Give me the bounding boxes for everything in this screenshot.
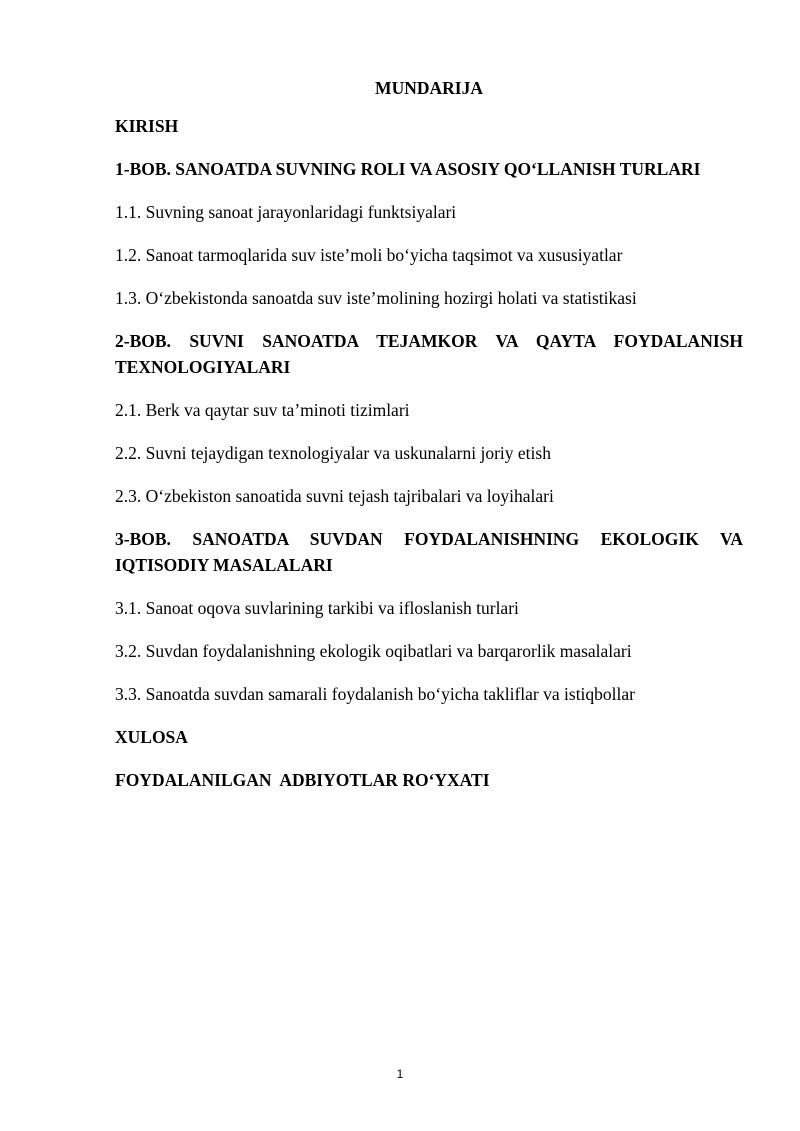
- toc-section-2-3: 2.3. O‘zbekiston sanoatida suvni tejash tajribalari va loyihalari: [115, 486, 554, 506]
- toc-section-3-2: 3.2. Suvdan foydalanishning ekologik oqibatlari va barqarorlik masalalari: [115, 641, 632, 661]
- toc-section-2-1: 2.1. Berk va qaytar suv ta’minoti tizimlari: [115, 400, 410, 420]
- page-number: 1: [396, 1067, 404, 1081]
- toc-section-3-3: 3.3. Sanoatda suvdan samarali foydalanish bo‘yicha takliflar va istiqbollar: [115, 684, 635, 704]
- toc-heading-chapter-3: 3-BOB. SANOATDA SUVDAN FOYDALANISHNING EKOLOGIK VA IQTISODIY MASALALARI: [115, 529, 743, 575]
- toc-section-1-2: 1.2. Sanoat tarmoqlarida suv iste’moli bo‘yicha taqsimot va xususiyatlar: [115, 245, 623, 265]
- toc-heading-xulosa: XULOSA: [115, 727, 188, 747]
- toc-section-3-1: 3.1. Sanoat oqova suvlarining tarkibi va ifloslanish turlari: [115, 598, 519, 618]
- toc-section-2-2: 2.2. Suvni tejaydigan texnologiyalar va uskunalarni joriy etish: [115, 443, 551, 463]
- toc-heading-chapter-1: 1-BOB. SANOATDA SUVNING ROLI VA ASOSIY QO‘LLANISH TURLARI: [115, 159, 701, 179]
- page-title: MUNDARIJA: [375, 78, 483, 98]
- toc-heading-kirish: KIRISH: [115, 116, 179, 136]
- table-of-contents: [115, 113, 743, 793]
- toc-heading-references: FOYDALANILGAN ADBIYOTLAR RO‘YXATI: [115, 770, 490, 790]
- toc-section-1-1: 1.1. Suvning sanoat jarayonlaridagi funktsiyalari: [115, 202, 457, 222]
- toc-heading-chapter-2: 2-BOB. SUVNI SANOATDA TEJAMKOR VA QAYTA FOYDALANISH TEXNOLOGIYALARI: [115, 331, 743, 377]
- toc-section-1-3: 1.3. O‘zbekistonda sanoatda suv iste’molining hozirgi holati va statistikasi: [115, 288, 637, 308]
